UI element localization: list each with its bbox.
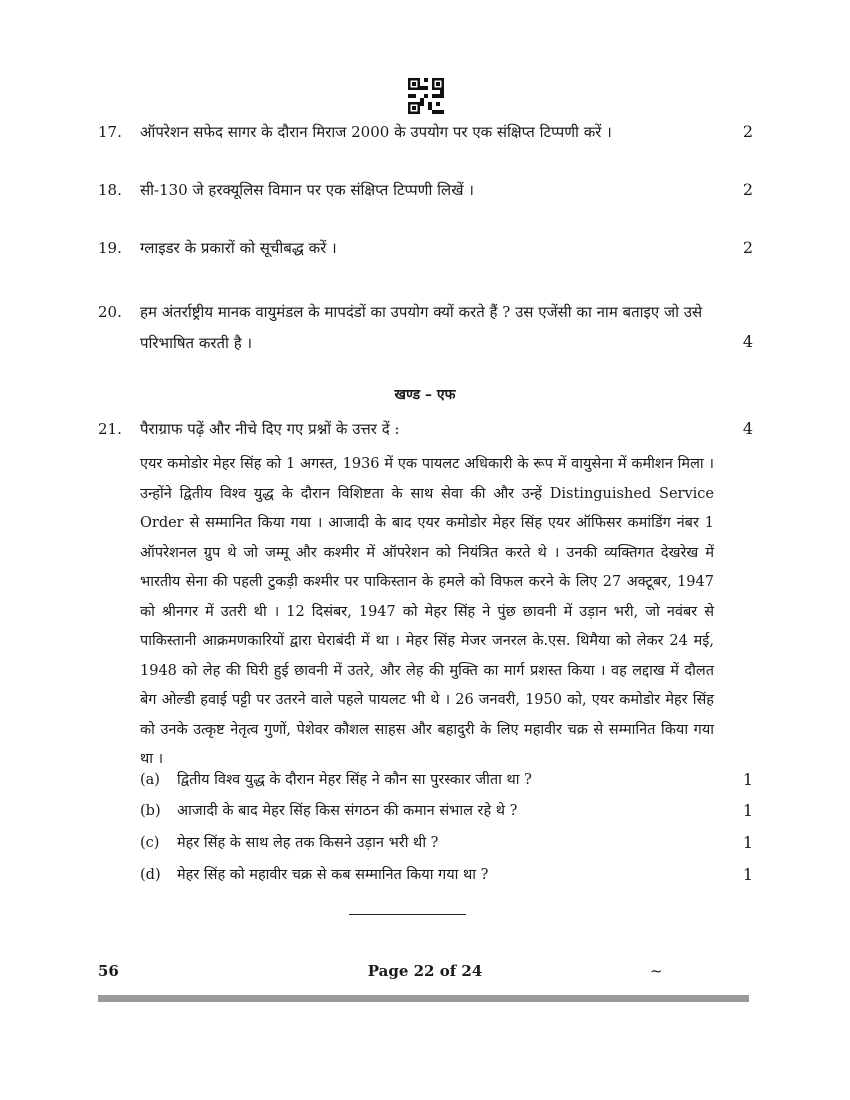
question-number: 20. [98, 303, 122, 321]
question-text: ऑपरेशन सफेद सागर के दौरान मिराज 2000 के उपयोग पर एक संक्षिप्त टिप्पणी करें । [140, 123, 612, 141]
question-text: हम अंतर्राष्ट्रीय मानक वायुमंडल के मापदंडों का उपयोग क्यों करते हैं ? उस एजेंसी का नाम बताइए जो उसे परिभाषित करती है । [140, 303, 703, 352]
question-marks: 2 [742, 180, 753, 199]
question-number: 21. [98, 420, 122, 438]
sub-question-marks: 1 [742, 770, 753, 789]
end-of-section-rule [349, 914, 466, 915]
question-marks: 4 [742, 332, 753, 351]
sub-question-marks: 1 [742, 865, 753, 884]
sub-question-text: मेहर सिंह को महावीर चक्र से कब सम्मानित किया गया था ? [177, 867, 489, 883]
sub-question-label: (a) [140, 772, 160, 788]
sub-question-label: (b) [140, 803, 161, 819]
question-marks: 4 [742, 419, 753, 438]
page-number: Page 22 of 24 [367, 962, 483, 980]
paper-code: 56 [98, 962, 119, 980]
sub-question-marks: 1 [742, 833, 753, 852]
question-marks: 2 [742, 238, 753, 257]
section-title: खण्ड – एफ [394, 387, 456, 403]
sub-question-label: (c) [140, 835, 160, 851]
sub-question-label: (d) [140, 867, 161, 883]
question-text: ग्लाइडर के प्रकारों को सूचीबद्ध करें । [140, 239, 337, 257]
question-number: 19. [98, 239, 122, 257]
question-marks: 2 [742, 122, 753, 141]
passage-paragraph: एयर कमोडोर मेहर सिंह को 1 अगस्त, 1936 में एक पायलट अधिकारी के रूप में वायुसेना में कमीशन मिला । उन्होंने द्वितीय विश्व युद्ध के दौरान विशिष्टता के साथ सेवा की और उन्हें Distinguished Service Order से सम्मानित किया गया । आजादी के बाद एयर कमोडोर मेहर सिंह एयर ऑफिसर कमांडिंग नंबर 1 ऑपरेशनल ग्रुप थे जो जम्मू और कश्मीर में ऑपरेशन को नियंत्रित करते थे । उनकी व्यक्तिगत देखरेख में भारतीय सेना की पहली टुकड़ी कश्मीर पर पाकिस्तान के हमले को विफल करने के लिए 27 अक्टूबर, 1947 को श्रीनगर में उतरी थी । 12 दिसंबर, 1947 को मेहर सिंह ने पुंछ छावनी में उड़ान भरी, जो नवंबर से पाकिस्तानी आक्रमणकारियों द्वारा घेराबंदी में था । मेहर सिंह मेजर जनरल के.एस. थिमैया को लेकर 24 मई, 1948 को लेह की घिरी हुई छावनी में उतरे, और लेह की मुक्ति का मार्ग प्रशस्त किया । वह लद्दाख में दौलत बेग ओल्डी हवाई पट्टी पर उतरने वाले पहले पायलट भी थे । 26 जनवरी, 1950 को, एयर कमोडोर मेहर सिंह को उनके उत्कृष्ट नेतृत्व गुणों, पेशेवर कौशल साहस और बहादुरी के लिए महावीर चक्र से सम्मानित किया गया था । [140, 456, 714, 767]
sub-question-text: द्वितीय विश्व युद्ध के दौरान मेहर सिंह ने कौन सा पुरस्कार जीता था ? [177, 772, 532, 788]
question-number: 18. [98, 181, 122, 199]
qr-code-icon [408, 78, 444, 114]
question-text: सी-130 जे हरक्यूलिस विमान पर एक संक्षिप्त टिप्पणी लिखें । [140, 181, 474, 199]
sub-question-marks: 1 [742, 801, 753, 820]
question-text: पैराग्राफ पढ़ें और नीचे दिए गए प्रश्नों के उत्तर दें : [140, 420, 400, 438]
sub-question-text: आजादी के बाद मेहर सिंह किस संगठन की कमान संभाल रहे थे ? [177, 803, 518, 819]
footer-bar [98, 995, 749, 1002]
sub-question-text: मेहर सिंह के साथ लेह तक किसने उड़ान भरी थी ? [177, 835, 439, 851]
question-number: 17. [98, 123, 122, 141]
footer-mark: ~ [650, 962, 663, 980]
